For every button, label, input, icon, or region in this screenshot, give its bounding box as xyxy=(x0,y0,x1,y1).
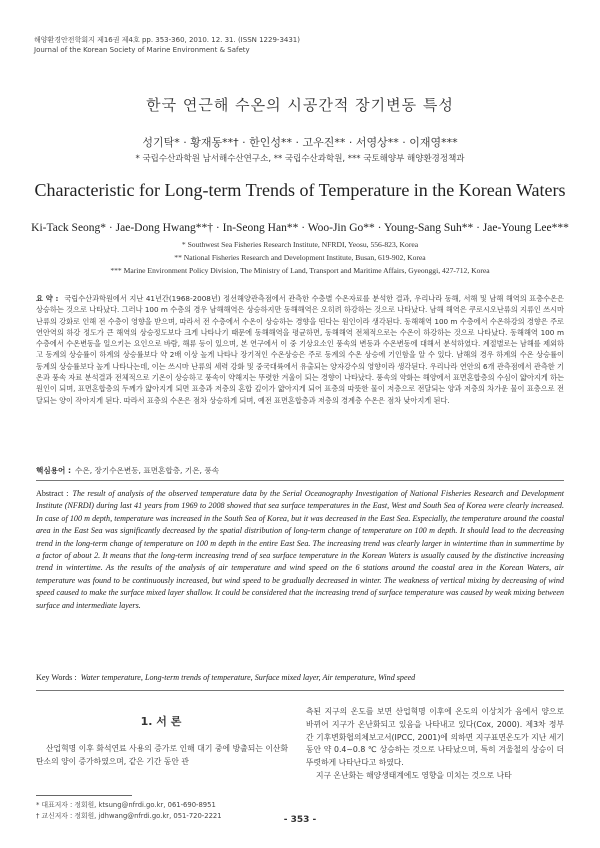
title-english: Characteristic for Long-term Trends of Temperature in the Korean Waters xyxy=(34,180,566,200)
abstract-english-text: The result of analysis of the observed temperature data by the Serial Oceanography Investigation of National Fisheries Research and Development Institute (NFRDI) during last 41 years from 1969 to 2008 showed that sea surface temperatures in the East, West and South Sea of Korea were clearly increased. In case of 100 m depth, temperature was increased in the South Sea of Korea, but it was decreased in the East Sea. Especially, the temperature around the coastal area in the East Sea was significantly decreased by the spatial distribution of long-term change of temperature on 100 m depth. It should lead to the decreasing trend in the long-term change of temperature on 100 m depth in the entire East Sea. The increasing trend was clearly larger in wintertime than in summertime by a factor of about 2. It means that the long-term increasing trend of sea surface temperature in the Korean Waters is usually caused by the distinctive increasing trend in wintertime. As the results of the analysis of air temperature and wind speed on the 6 stations around the coastal area in the Korean Waters, air temperature was found to be continuously increased, but wind speed to be gradually decreased in winter. The weakness of vertical mixing by decreasing of wind speed caused to make the surface mixed layer shallow. It could be considered that the increasing trend of surface temperature was caused by weak mixing between surface and intermediate layers. xyxy=(36,489,564,610)
abstract-korean-label: 요 약 : xyxy=(36,294,59,303)
abstract-english xyxy=(36,488,564,612)
body-text-left-column: 산업혁명 이후 화석연료 사용의 증가로 인해 대기 중에 방출되는 이산화탄소의 양이 증가하였으며, 같은 기간 동안 관 xyxy=(36,744,288,767)
authors-korean: 성기탁* · 황재동**† · 한인성** · 고우진** · 서영상** · 이재영*** xyxy=(142,136,458,149)
affiliation-english-1: * Southwest Sea Fisheries Research Institute, NFRDI, Yeosu, 556-823, Korea xyxy=(181,240,419,249)
affiliation-english-2: ** National Fisheries Research and Development Institute, Busan, 619-902, Korea xyxy=(174,253,426,262)
affiliation-english-3: *** Marine Environment Policy Division, The Ministry of Land, Transport and Maritime Affairs, Gyeonggi, 427-712, Korea xyxy=(110,266,490,275)
body-paragraph: 측된 지구의 온도를 보면 산업혁명 이후에 온도의 이상치가 음에서 양으로 바뀌어 지구가 온난화되고 있음을 나타내고 있다(Cox, 2000). 제3차 정부 간 기후변화협의체보고서(IPCC, 2001)에 의하면 지구표면온도가 지난 세기 동안 약 0.4~0.8 ℃ 상승하는 것으로 나타났으며, 특히 겨울철의 상승이 더 뚜렷하게 나타난다고 하였다. xyxy=(306,707,564,768)
abstract-korean xyxy=(36,293,564,406)
section-heading: 1. 서 론 xyxy=(140,715,182,728)
abstract-korean-text: 국립수산과학원에서 지난 41년간(1968-2008년) 정선해양관측점에서 관측한 수층별 수온자료를 분석한 결과, 우리나라 동해, 서해 및 남해 해역의 표층수온은 상승하는 것으로 나타났다. 그러나 100 m 수층의 경우 남해해역은 상승하지만 동해해역은 오히려 하강하는 것으로 나타났다. 남해 해역은 쿠로시오난류의 지류인 쓰시마난류의 강화로 인해 전 수층이 영향을 받으며, 따라서 전 수층에서 수온이 상승하는 경향을 띤다는 원인이라 생각된다. 동해해역 100 m 수층에서 수온하강의 경향은 주로 연안역의 하강 정도가 큰 해역의 상승정도보다 크게 나타나기 때문에 동해해역을 평균하면, 동해해역 전체적으로는 수온이 하강하는 것으로 나타났다. 동해해역 100 m 수층에서 수온변동을 일으키는 요인으로 바람, 해류 등이 있으며, 본 연구에서 이 중 기상요소인 풍속의 변동과 수온변동에 대해서 분석하였다. 계절별로는 남해를 제외하고 동계의 상승률이 하계의 상승률보다 약 2배 이상 높게 나타나 장기적인 수온상승은 주로 동계의 수온 상승에 기인함을 알 수 있다. 남해의 경우 하계의 수온 상승률이 동계의 상승률보다 높게 나타나는데, 이는 쓰시마 난류의 세력 강화 및 중국대륙에서 유출되는 양자강수의 영향이라 생각된다. 우리나라 연안의 6개 관측점에서 관측한 기온과 풍속 자료 분석결과 전체적으로 기온이 상승하고 풍속이 약해지는 뚜렷한 겨울이 되는 경향이 나타났다. 풍속의 약화는 해양에서 표면혼합층의 수심이 얇아지게 하는 원인이 되며, 표면혼합층의 두께가 얇아지게 되면 표층과 저층의 혼합 깊이가 얇아지게 되어 표층의 따뜻한 물이 저층으로 전달되는 양과 저층의 차가운 물이 표층으로 전달되는 양이 작아지게 된다. 따라서 표층의 수온은 점차 상승하게 되며, 예전 표면혼합층과 저층의 경계층 수온은 점차 낮아지게 된다. xyxy=(36,294,564,405)
keywords-korean-label: 핵심용어 : xyxy=(36,466,72,475)
footnote-contact: † 교신저자 : 정회원, jdhwang@nfrdi.go.kr, 051-720-2221 xyxy=(36,812,222,820)
abstract-english-label: Abstract : xyxy=(36,489,69,498)
affiliation-korean: * 국립수산과학원 남서해수산연구소, ** 국립수산과학원, *** 국토해양부 해양환경정책과 xyxy=(135,154,465,164)
keywords-english-text: Water temperature, Long-term trends of temperature, Surface mixed layer, Air temperature, Wind speed xyxy=(80,673,416,682)
keywords-english xyxy=(36,673,564,682)
divider xyxy=(36,690,564,691)
footnote-divider xyxy=(36,795,132,796)
keywords-english-label: Key Words : xyxy=(36,673,77,682)
title-korean: 한국 연근해 수온의 시공간적 장기변동 특성 xyxy=(146,96,454,114)
page-number: - 353 - xyxy=(283,815,317,825)
divider xyxy=(36,480,564,481)
keywords-korean-text: 수온, 장기수온변동, 표면혼합층, 기온, 풍속 xyxy=(75,466,220,475)
authors-english: Ki-Tack Seong* · Jae-Dong Hwang**† · In-Seong Han** · Woo-Jin Go** · Young-Sang Suh** · Jae-Young Lee*** xyxy=(31,222,569,234)
body-text-right-column xyxy=(306,706,564,783)
keywords-korean xyxy=(36,465,564,476)
journal-citation: 해양환경안전학회지 제16권 제4호 pp. 353-360, 2010. 12. 31. (ISSN 1229-3431) xyxy=(34,36,300,44)
body-paragraph: 지구 온난화는 해양생태계에도 영향을 미치는 것으로 나타 xyxy=(316,770,512,780)
journal-name: Journal of the Korean Society of Marine Environment & Safety xyxy=(34,46,250,54)
footnote-corresponding: * 대표저자 : 정회원, ktsung@nfrdi.go.kr, 061-690-8951 xyxy=(36,801,216,809)
